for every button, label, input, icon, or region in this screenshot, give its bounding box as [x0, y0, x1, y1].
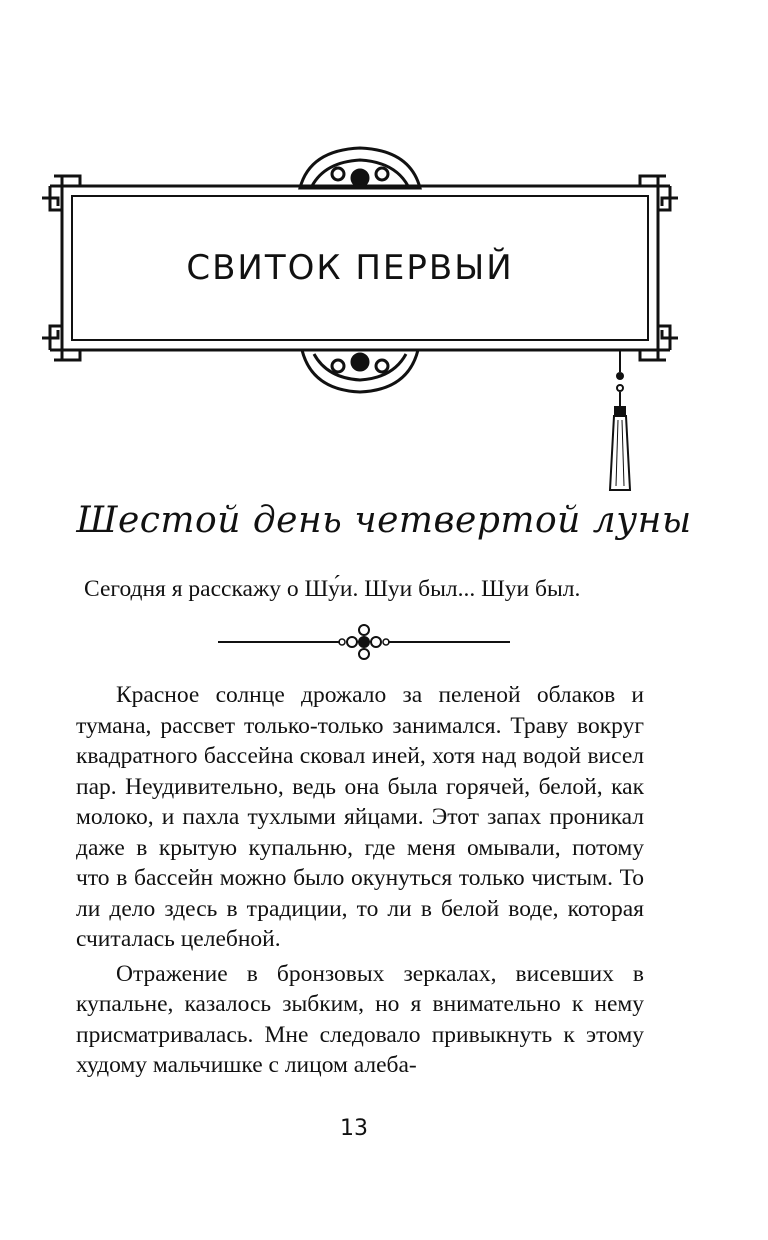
section-heading: Шестой день четвертой луны: [76, 500, 692, 541]
epigraph: Сегодня я расскажу о Шу́и. Шуи был... Шуи был.: [84, 576, 581, 602]
hanging-tassel-icon: [610, 350, 630, 490]
ornamental-frame-icon: [40, 140, 680, 500]
paragraph: Красное солнце дрожало за пеленой облаков и тумана, рассвет только-только занимался. Траву вокруг квадратного бассейна сковал иней, хотя над водой висел пар. Неудивительно, ведь она была горячей, белой, как молоко, и пахла тухлыми яйцами. Этот запах проникал даже в крытую купальню, где меня омывали, потому что в бассейн можно было окунуться только чистым. То ли дело здесь в традиции, то ли в белой воде, которая считалась целебной.: [76, 682, 644, 952]
page-number: 13: [340, 1116, 368, 1141]
body-text: [76, 680, 644, 1085]
floral-divider-icon: [214, 622, 514, 662]
chapter-title: СВИТОК ПЕРВЫЙ: [186, 248, 514, 288]
paragraph: Отражение в бронзовых зеркалах, висевших в купальне, казалось зыбким, но я внимательно к нему присматривалась. Мне следовало привыкнуть к этому худому мальчишке с лицом алеба-: [76, 960, 644, 1078]
